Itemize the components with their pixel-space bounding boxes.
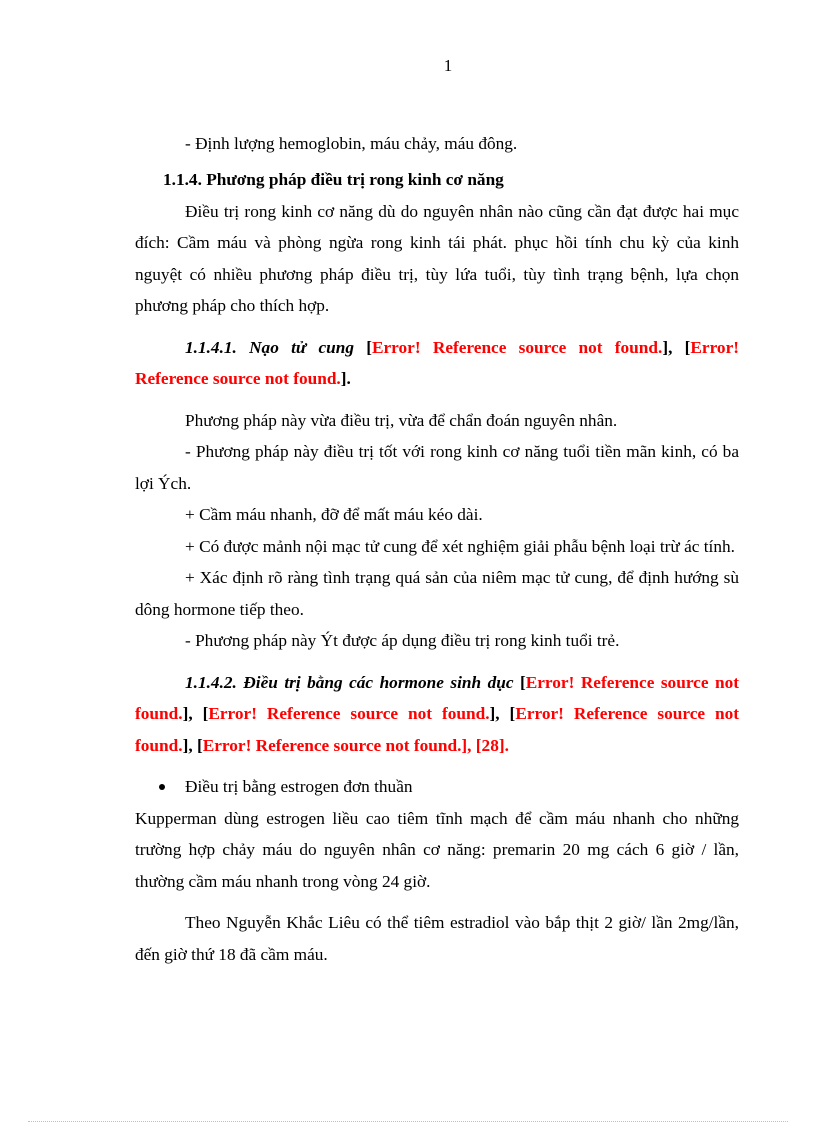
bracket-separator: ], [ [182,704,209,723]
paragraph-hemoglobin: - Định lượng hemoglobin, máu chảy, máu đông. [185,134,518,153]
heading-1-1-4-1-title: 1.1.4.1. Nạo tử cung [185,337,354,357]
bullet-icon [159,784,165,790]
reference-error: Error! Reference source not found. [208,704,490,723]
bullet-item-estrogen [135,771,739,803]
bracket-close: ]. [340,369,351,388]
heading-1-1-4-2 [135,667,739,762]
paragraph-method-purpose: Phương pháp này vừa điều trị, vừa để chẩn đoán nguyên nhân. [185,410,618,430]
heading-1-1-4-2-title: 1.1.4.2. Điều trị bằng các hormone sinh dục [185,672,514,692]
paragraph-treatment-goals: Điều trị rong kinh cơ năng dù do nguyên nhân nào cũng cần đạt được hai mục đích: Cầm máu và phòng ngừa rong kinh tái phát. phục hồi tính chu kỳ của kinh nguyệt có nhiều phương pháp điều trị, tùy lứa tuổi, tùy tình trạng bệnh, lựa chọn phương pháp cho thích hợp. [135,201,739,315]
paragraph-menopause-benefit: - Phương pháp này điều trị tốt với rong kinh cơ năng tuổi tiền mãn kinh, có ba lợi Ých. [135,442,739,493]
paragraph-nguyen-khac-lieu: Theo Nguyễn Khắc Liêu có thể tiêm estradiol vào bắp thịt 2 giờ/ lần 2mg/lần, đến giờ thứ 18 đã cầm máu. [135,913,739,964]
bracket-separator: ], [ [662,337,691,357]
paragraph-endometrium-sample: + Có được mảnh nội mạc tử cung để xét nghiệm giải phẫu bệnh loại trừ ác tính. [185,536,735,556]
document-body [135,128,739,970]
footer-divider [28,1121,788,1122]
heading-1-1-4: 1.1.4. Phương pháp điều trị rong kinh cơ năng [163,169,504,189]
bullet-item-label: Điều trị bằng estrogen đơn thuần [185,777,413,796]
reference-error: Error! Reference source not found. [135,337,739,388]
paragraph-young-age: - Phương pháp này Ýt được áp dụng điều trị rong kinh tuổi trẻ. [185,631,620,650]
bracket-open: [ [513,672,526,692]
reference-error: Error! Reference source not found. [135,704,739,755]
reference-error: Error! Reference source not found. [371,337,663,357]
reference-error: Error! Reference source not found. [202,735,462,755]
page-number: 1 [443,56,453,75]
paragraph-kupperman: Kupperman dùng estrogen liều cao tiêm tĩnh mạch để cầm máu nhanh cho những trường hợp chảy máu do nguyên nhân cơ năng: premarin 20 mg cách 6 giờ / lần, thường cầm máu nhanh trong vòng 24 giờ. [135,808,739,891]
paragraph-hyperplasia: + Xác định rõ ràng tình trạng quá sản của niêm mạc tử cung, để định hướng sù dông hormone tiếp theo. [135,568,739,619]
bracket-separator: ], [ [489,704,516,723]
heading-1-1-4-1 [135,332,739,395]
reference-error: Error! Reference source not found. [135,672,739,723]
citation-tail: ], [28]. [461,735,509,755]
bracket-open: [ [353,337,372,357]
paragraph-quick-hemostasis: + Cầm máu nhanh, đỡ để mất máu kéo dài. [185,505,483,524]
bracket-separator: ], [ [182,735,203,755]
